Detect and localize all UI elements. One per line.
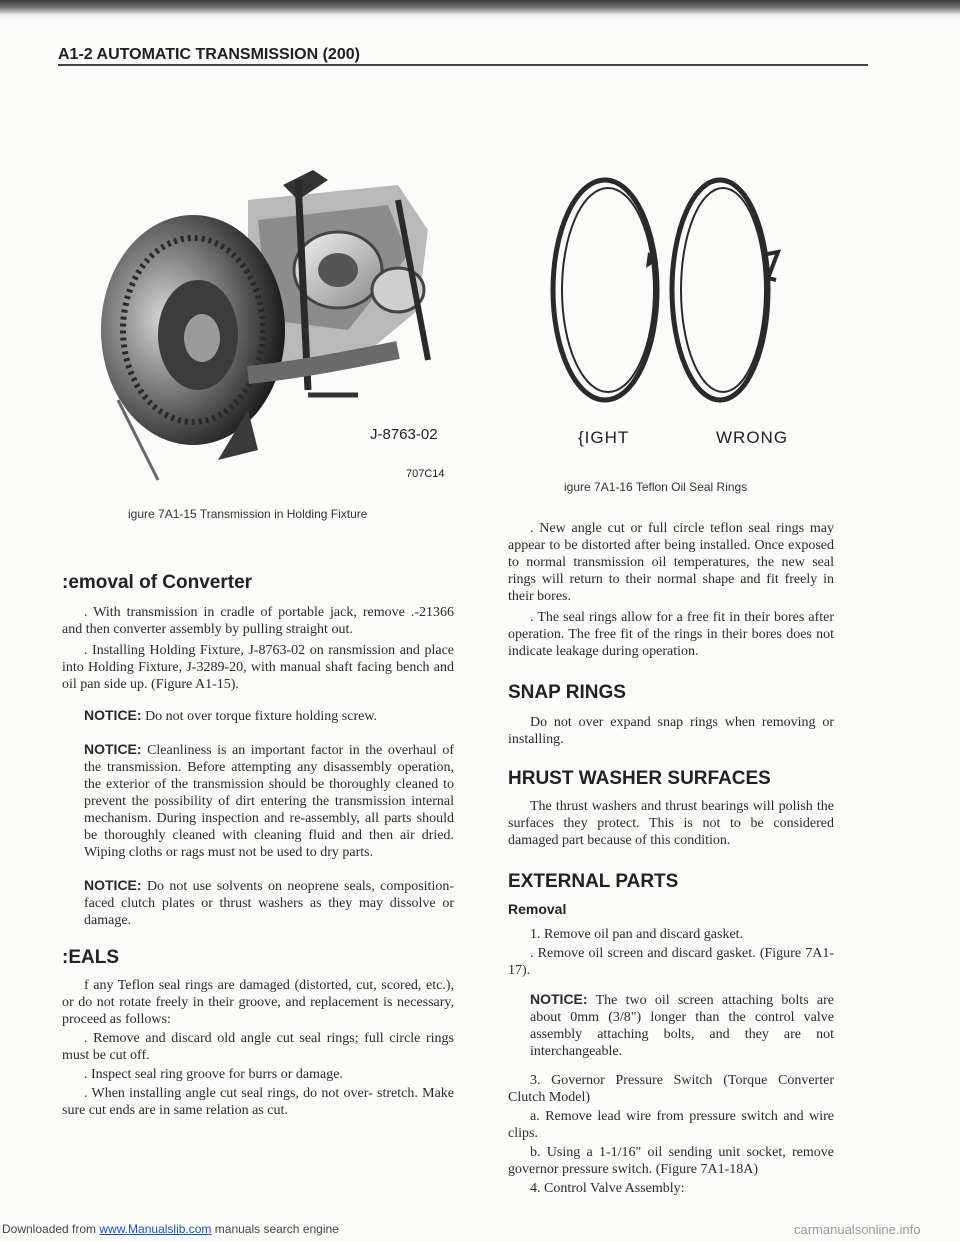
page-top-fade (0, 14, 960, 20)
seals-heading: :EALS (62, 947, 119, 968)
figure-16-caption: igure 7A1-16 Teflon Oil Seal Rings (564, 480, 748, 494)
watermark-text: carmanualsonline.info (794, 1222, 921, 1237)
notice-oil-screen-bolts (530, 991, 834, 1060)
seal-rings-diagram (530, 160, 820, 430)
right-column (508, 520, 834, 1197)
notice-oil-screen-text: The two oil screen attaching bolts are about 0mm (3/8") longer than the control valve assembly attaching bolts, and they are not interchangeable. (530, 993, 834, 1059)
snap-rings-text: Do not over expand snap rings when removing or installing. (508, 715, 834, 747)
right-ring-label: {IGHT (578, 428, 630, 447)
tool-number-label: J-8763-02 (370, 426, 438, 443)
external-step-3a: a. Remove lead wire from pressure switch and wire clips. (508, 1109, 834, 1141)
footer-prefix: Downloaded from (2, 1222, 100, 1236)
page-top-shadow (0, 0, 960, 14)
download-footer (2, 1222, 339, 1236)
removal-of-converter-heading: :emoval of Converter (62, 572, 253, 593)
seals-step-1: . Remove and discard old angle cut seal rings; full circle rings must be cut off. (62, 1031, 454, 1063)
external-parts-heading: EXTERNAL PARTS (508, 871, 679, 892)
notice-cleanliness (84, 741, 454, 861)
thrust-washer-heading: HRUST WASHER SURFACES (508, 768, 771, 789)
seal-rings-step-5: . The seal rings allow for a free fit in their bores after operation. The free fit of the rings in their bores does not indicate leakage during operation. (508, 610, 834, 659)
wrong-ring-label: WRONG (716, 428, 789, 447)
notice-label: NOTICE: (530, 991, 588, 1007)
header-title: A1-2 AUTOMATIC TRANSMISSION (200) (58, 46, 360, 63)
notice-cleanliness-text: Cleanliness is an important factor in the overhaul of the transmission. Before attempting any disassembly operation, the exterior of the transmission should be thoroughly cleaned to prevent the possibility of dirt entering the transmission internal mechanism. During inspection and re-assembly, all parts should be thoroughly cleaned with cleaning fluid and then air dried. Wiping cloths or rags must not be used to dry parts. (84, 743, 454, 860)
seals-step-2: . Inspect seal ring groove for burrs or damage. (84, 1067, 343, 1082)
thrust-washer-text: The thrust washers and thrust bearings will polish the surfaces they protect. This is not to be considered damaged part because of this condition. (508, 799, 834, 848)
converter-step-1: . With transmission in cradle of portable jack, remove .-21366 and then converter assembly by pulling straight out. (62, 605, 454, 637)
figure-15-caption: igure 7A1-15 Transmission in Holding Fixture (128, 507, 368, 521)
footer-suffix: manuals search engine (211, 1222, 339, 1236)
notice-solvents (84, 877, 454, 929)
converter-step-2: . Installing Holding Fixture, J-8763-02 on ransmission and place into Holding Fixture, J-3289-20, with manual shaft facing bench and oil pan side up. (Figure A1-15). (62, 643, 454, 692)
transmission-photo (98, 160, 458, 500)
external-step-3: 3. Governor Pressure Switch (Torque Converter Clutch Model) (508, 1073, 834, 1105)
transmission-photo-graphic (98, 160, 458, 500)
notice-solvents-text: Do not use solvents on neoprene seals, composition-faced clutch plates or thrust washers as they may dissolve or damage. (84, 879, 455, 928)
external-step-2: . Remove oil screen and discard gasket. (Figure 7A1- 17). (508, 946, 834, 978)
page-header (58, 46, 868, 66)
external-step-3b: b. Using a 1-1/16" oil sending unit socket, remove governor pressure switch. (Figure 7A1-18A) (508, 1145, 834, 1177)
photo-code-label: 707C14 (406, 468, 445, 480)
notice-torque (84, 707, 454, 725)
notice-label: NOTICE: (84, 741, 142, 757)
seal-rings-step-4: . New angle cut or full circle teflon seal rings may appear to be distorted after being installed. Once exposed to normal transmission oil temperatures, the new seal rings will return to their normal shape and fit freely in their bores. (508, 521, 834, 604)
left-column (62, 572, 454, 1119)
seals-intro: f any Teflon seal rings are damaged (distorted, cut, scored, etc.), or do not rotate freely in their groove, and replacement is necessary, proceed as follows: (62, 978, 454, 1027)
seal-rings-graphic (530, 160, 820, 430)
manualslib-link[interactable]: www.Manualslib.com (99, 1222, 212, 1236)
notice-label: NOTICE: (84, 877, 142, 893)
seals-step-3: . When installing angle cut seal rings, do not over- stretch. Make sure cut ends are in same relation as cut. (62, 1086, 454, 1118)
notice-torque-text: Do not over torque fixture holding screw. (145, 709, 378, 724)
removal-subheading: Removal (508, 901, 567, 917)
header-rule (58, 64, 868, 66)
external-step-4: 4. Control Valve Assembly: (530, 1181, 685, 1196)
external-step-1: 1. Remove oil pan and discard gasket. (530, 927, 744, 942)
snap-rings-heading: SNAP RINGS (508, 682, 626, 703)
notice-label: NOTICE: (84, 707, 142, 723)
